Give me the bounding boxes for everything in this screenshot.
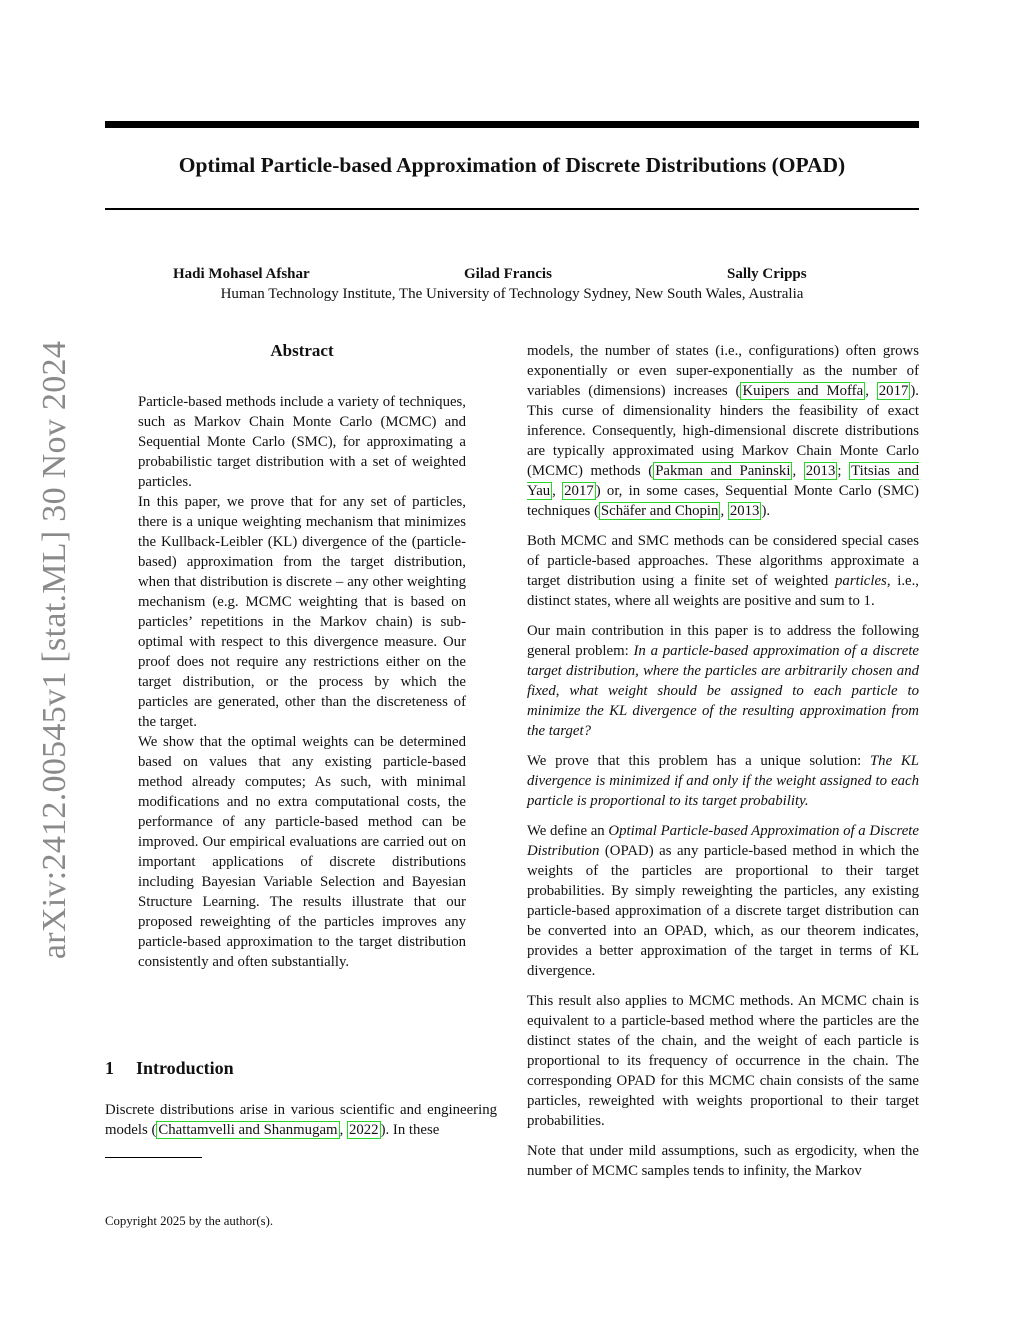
citation-link[interactable]: 2013	[729, 503, 760, 519]
section-title: Introduction	[136, 1058, 234, 1078]
arxiv-identifier: arXiv:2412.00545v1 [stat.ML] 30 Nov 2024	[36, 340, 73, 960]
body-paragraph-2: Both MCMC and SMC methods can be considered special cases of particle-based approaches. These algorithms approximate a target distribution using a finite set of weighted particles, i.e., distinct states, where all weights are positive and sum to 1.	[527, 533, 919, 609]
citation-link[interactable]: Kuipers and Moffa	[742, 383, 864, 399]
body-paragraph-7: Note that under mild assumptions, such as ergodicity, when the number of MCMC samples tends to infinity, the Markov	[527, 1143, 919, 1179]
citation-link[interactable]: Pakman and Paninski	[655, 463, 791, 479]
citation-link[interactable]: 2017	[564, 483, 594, 499]
abstract-paragraph-3: We show that the optimal weights can be determined based on values that any existing particle-based method already computes; As such, with minimal modifications and no extra computational costs, the performance of any particle-based method can be improved. Our empirical evaluations are carried out on important applications of discrete distributions including Bayesian Variable Selection and Bayesian Structure Learning. The results illustrate that our proposed reweighting of the particles improves any particle-based approximation to the target distribution consistently and often substantially.	[138, 734, 466, 970]
citation-link[interactable]: 2013	[805, 463, 836, 479]
body-paragraph-4: We prove that this problem has a unique solution: The KL divergence is minimized if and only if the weight assigned to each particle is proportional to its target probability.	[527, 753, 919, 809]
footnote-rule	[105, 1157, 202, 1158]
affiliation: Human Technology Institute, The University of Technology Sydney, New South Wales, Australia	[220, 286, 804, 302]
body-paragraph-3: Our main contribution in this paper is to address the following general problem: In a particle-based approximation of a discrete target distribution, where the particles are arbitrarily chosen and fixed, what weight should be assigned to each particle to minimize the KL divergence of the resulting approximation from the target?	[527, 623, 919, 739]
paper-title: Optimal Particle-based Approximation of Discrete Distributions (OPAD)	[178, 153, 846, 177]
citation-link[interactable]: Schäfer and Chopin	[600, 503, 719, 519]
author-3: Sally Cripps	[727, 266, 807, 282]
right-column	[527, 341, 919, 1191]
citation-link[interactable]: Chattamvelli and Shanmugam	[158, 1122, 338, 1138]
citation-link[interactable]: 2022	[348, 1122, 379, 1138]
title-top-rule	[105, 121, 919, 128]
abstract-paragraph-2: In this paper, we prove that for any set of particles, there is a unique weighting mechanism that minimizes the Kullback-Leibler (KL) divergence of the (particle-based) approximation from the target distribution, when that distribution is discrete – any other weighting mechanism (e.g. MCMC weighting that is based on particles’ repetitions in the Markov chain) is sub-optimal with respect to this divergence measure. Our proof does not require any restrictions either on the target distribution, or the process by which the particles are generated, other than the discreteness of the target.	[138, 494, 466, 730]
title-bottom-rule	[105, 208, 919, 210]
author-1: Hadi Mohasel Afshar	[173, 266, 310, 282]
body-paragraph-1: models, the number of states (i.e., configurations) often grows exponentially or even super-exponentially as the number of variables (dimensions) increases ( Kuipers and Moffa , 2017 ). This curse of dimensionality hinders the feasibility of exact inference. Consequently, high-dimensional discrete distributions are typically approximated using Markov Chain Monte Carlo (MCMC) methods ( Pakman and Paninski , 2013 ; Titsias and Yau , 2017 ) or, in some cases, Sequential Monte Carlo (SMC) techniques ( Schäfer and Chopin , 2013 ).	[527, 343, 920, 519]
intro-paragraph: Discrete distributions arise in various scientific and engineering models ( Chattamvelli and Shanmugam , 2022 ). In these	[105, 1102, 497, 1138]
body-paragraph-5: We define an Optimal Particle-based Approximation of a Discrete Distribution (OPAD) as any particle-based method in which the weights of the particles are proportional to their target probabilities. By simply reweighting the particles, any existing particle-based approximation of a discrete target distribution can be converted into an OPAD, which, as our theorem indicates, provides a better approximation of the target in terms of KL divergence.	[527, 823, 919, 979]
abstract-body	[138, 392, 466, 972]
section-heading-introduction	[105, 1057, 234, 1079]
author-2: Gilad Francis	[464, 266, 552, 282]
citation-link[interactable]: Titsias and Yau	[527, 463, 919, 499]
body-paragraph-6: This result also applies to MCMC methods. An MCMC chain is equivalent to a particle-based method where the particles are the distinct states of the chain, and the weight of each particle is proportional to its frequency of occurrence in the chain. The corresponding OPAD for this MCMC chain consists of the same particles, reweighted with weights proportional to their target probabilities.	[527, 993, 919, 1129]
abstract-paragraph-1: Particle-based methods include a variety of techniques, such as Markov Chain Monte Carlo (MCMC) and Sequential Monte Carlo (SMC), for approximating a probabilistic target distribution with a set of weighted particles.	[138, 394, 466, 490]
citation-link[interactable]: 2017	[878, 383, 909, 399]
section-number: 1	[105, 1058, 114, 1078]
copyright-notice: Copyright 2025 by the author(s).	[105, 1214, 274, 1228]
abstract-heading: Abstract	[270, 341, 334, 360]
